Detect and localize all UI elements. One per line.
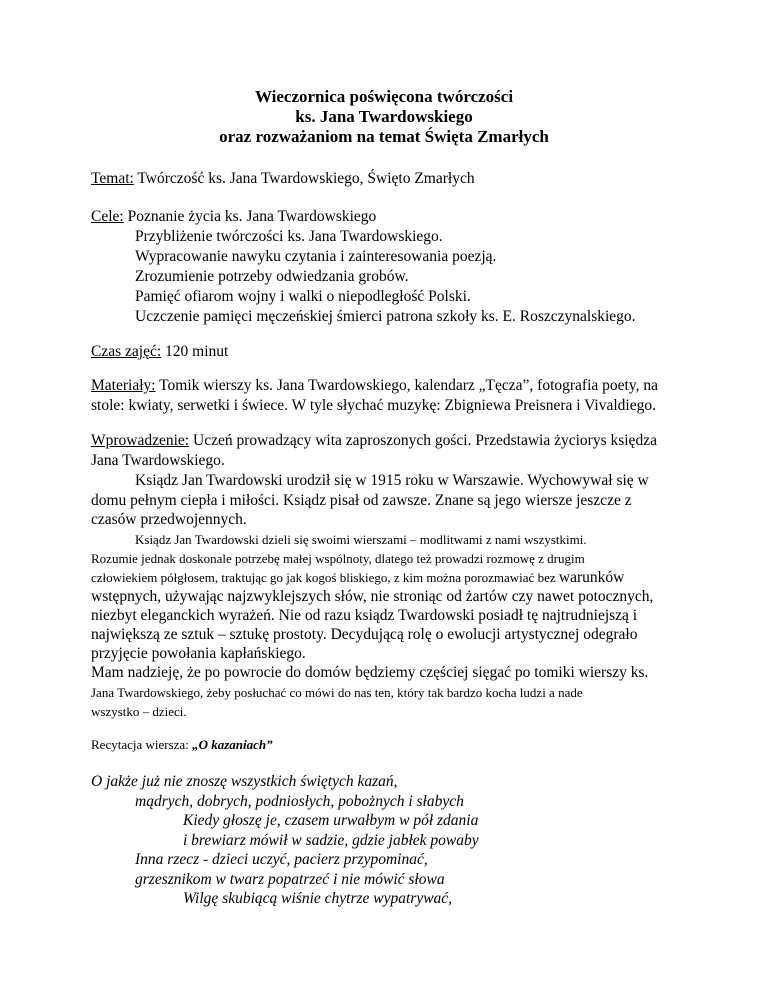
wprowadzenie-line-1	[91, 432, 657, 450]
cele-first: Poznanie życia ks. Jana Twardowskiego	[123, 208, 377, 225]
cele-item: Zrozumienie potrzeby odwiedzania grobów.	[135, 268, 409, 285]
cele-item: Wypracowanie nawyku czytania i zainteresowania poezją.	[135, 248, 497, 265]
poem-line-5: Inna rzecz - dzieci uczyć, pacierz przypominać,	[135, 851, 428, 868]
wprowadzenie-line-6: Ksiądz Jan Twardowski dzieli się swoimi wierszami – modlitwami z nami wszystkimi.	[135, 532, 587, 547]
wprowadzenie-line-13: Mam nadzieję, że po powrocie do domów będziemy częściej sięgać po tomiki wierszy ks.	[91, 664, 649, 681]
materialy-line-2: stole: kwiaty, serwetki i świece. W tyle słychać muzykę: Zbigniewa Preisnera i Vivaldiego.	[91, 397, 656, 414]
poem-line-7: Wilgę skubiącą wiśnie chytrze wypatrywać,	[183, 890, 453, 907]
wprowadzenie-line-14: Jana Twardowskiego, żeby posłuchać co mówi do nas ten, który tak bardzo kocha ludzi a nade	[91, 685, 583, 700]
temat-line	[91, 170, 475, 188]
wprowadzenie-line-8b: warunków	[558, 569, 625, 586]
czas-text: 120 minut	[161, 343, 229, 360]
materialy-text: Tomik wierszy ks. Jana Twardowskiego, kalendarz „Tęcza”, fotografia poety, na	[155, 377, 658, 394]
wprowadzenie-line-9: wstępnych, używając najzwyklejszych słów, nie stroniąc od żartów czy nawet potocznych,	[91, 588, 654, 605]
title-line-3: oraz rozważaniom na temat Święta Zmarłych	[219, 127, 549, 146]
wprowadzenie-line-12: przyjęcie powołania kapłańskiego.	[91, 645, 306, 662]
poem-line-3: Kiedy głoszę je, czasem urwałbym w pół zdania	[183, 812, 479, 829]
recytacja-line	[91, 737, 273, 753]
recytacja-label: Recytacja wiersza:	[91, 737, 193, 752]
cele-label: Cele:	[91, 208, 124, 225]
wprowadzenie-line-10: niezbyt eleganckich wyrażeń. Nie od razu ksiądz Twardowski posiadł tę najtrudniejszą i	[91, 607, 638, 624]
poem-line-6: grzesznikom w twarz popatrzeć i nie mówić słowa	[135, 871, 445, 888]
materialy-line-1	[91, 377, 658, 395]
czas-label: Czas zajęć:	[91, 343, 162, 360]
temat-text: Twórczość ks. Jana Twardowskiego, Święto Zmarłych	[133, 170, 475, 187]
wprowadzenie-line-3: Ksiądz Jan Twardowski urodził się w 1915 roku w Warszawie. Wychowywał się w	[135, 472, 649, 489]
wprowadzenie-line-11: największą ze sztuk – sztukę prostoty. Decydującą rolę o ewolucji artystycznej odegrało	[91, 626, 638, 643]
cele-item: Pamięć ofiarom wojny i walki o niepodległość Polski.	[135, 288, 471, 305]
recytacja-title: „O kazaniach”	[192, 737, 273, 752]
wprowadzenie-line-15: wszystko – dzieci.	[91, 704, 187, 719]
cele-item: Przybliżenie twórczości ks. Jana Twardowskiego.	[135, 228, 443, 245]
poem-line-4: i brewiarz mówił w sadzie, gdzie jabłek powaby	[183, 832, 479, 849]
temat-label: Temat:	[91, 170, 134, 187]
poem-line-2: mądrych, dobrych, podniosłych, pobożnych i słabych	[135, 793, 464, 810]
wprowadzenie-line-5: czasów przedwojennych.	[91, 511, 247, 528]
wprowadzenie-line-8	[91, 569, 624, 587]
wprowadzenie-line-8a: człowiekiem półgłosem, traktując go jak kogoś bliskiego, z kim można porozmawiać bez	[91, 570, 559, 585]
wprowadzenie-line-7: Rozumie jednak doskonale potrzebę małej wspólnoty, dlatego też prowadzi rozmowę z drugim	[91, 551, 585, 566]
wprowadzenie-line-4: domu pełnym ciepła i miłości. Ksiądz pisał od zawsze. Znane są jego wiersze jeszcze z	[91, 492, 632, 509]
wprowadzenie-text: Uczeń prowadzący wita zaproszonych gości. Przedstawia życiorys księdza	[189, 432, 657, 449]
cele-line	[91, 208, 376, 226]
title-line-2: ks. Jana Twardowskiego	[295, 107, 473, 126]
title-line-1: Wieczornica poświęcona twórczości	[254, 87, 514, 106]
poem-line-1: O jakże już nie znoszę wszystkich świętych kazań,	[91, 773, 398, 790]
wprowadzenie-line-2: Jana Twardowskiego.	[91, 452, 225, 469]
czas-line	[91, 343, 228, 361]
wprowadzenie-label: Wprowadzenie:	[91, 432, 190, 449]
cele-item: Uczczenie pamięci męczeńskiej śmierci patrona szkoły ks. E. Roszczynalskiego.	[135, 308, 636, 325]
materialy-label: Materiały:	[91, 377, 156, 394]
